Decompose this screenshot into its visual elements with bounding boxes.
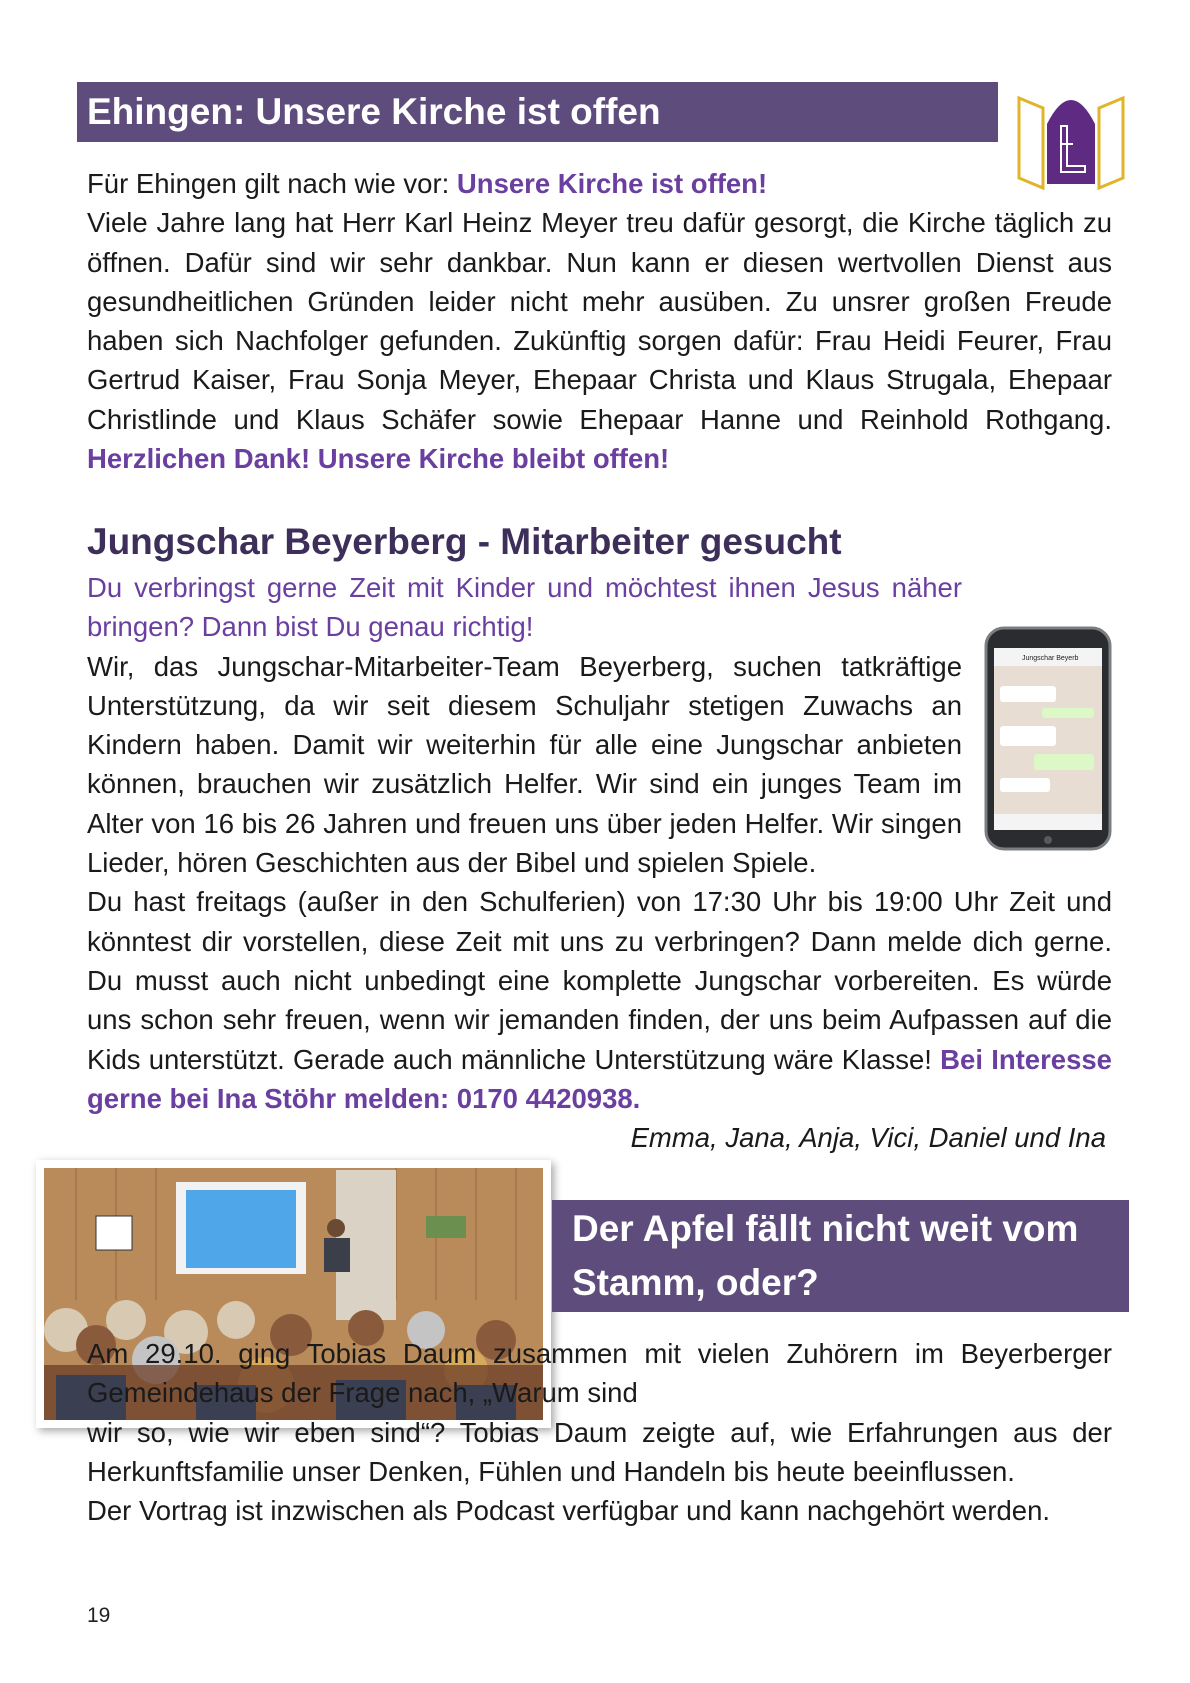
smartphone-image (984, 626, 1112, 851)
signature: Emma, Jana, Anja, Vici, Daniel und Ina (630, 1122, 1106, 1154)
section-ehingen-body (87, 164, 1112, 478)
paragraph-team: Wir, das Jungschar-Mitarbeiter-Team Beyerberg, suchen tatkräftige Unterstützung, da wir seit diesem Schuljahr stetigen Zuwachs an Kindern haben. Damit wir weiterhin für alle eine Jungschar anbieten können, brauchen wir zusätzlich Helfer. Wir sind ein junges Team im Alter von 16 bis 26 Jahren und freuen uns über jeden Helfer. Wir singen Lieder, hören Geschichten aus der Bibel und spielen Spiele. (87, 650, 962, 879)
section-title-apfel (552, 1200, 1129, 1310)
page-number: 19 (87, 1604, 111, 1627)
subtitle: Du verbringst gerne Zeit mit Kinder und möchtest ihnen Jesus näher bringen? Dann bist Du genau richtig! (87, 572, 962, 643)
title-line-1: Der Apfel fällt nicht weit vom (572, 1208, 1079, 1249)
main-paragraph: Viele Jahre lang hat Herr Karl Heinz Meyer treu dafür gesorgt, die Kirche täglich zu öffnen. Dafür sind wir sehr dankbar. Nun kann er diesen wertvollen Dienst aus gesundheitlichen Gründen leider nicht mehr ausüben. Zu unsrer großen Freude haben sich Nachfolger gefunden. Zukünftig sorgen dafür: Frau Heidi Feurer, Frau Gertrud Kaiser, Frau Sonja Meyer, Ehepaar Christa und Klaus Strugala, Ehepaar Christlinde und Klaus Schäfer sowie Ehepaar Hanne und Reinhold Rothgang. Herzlichen Dank! Unsere Kirche bleibt offen! (87, 207, 1112, 475)
paragraph-lecture-top: Am 29.10. ging Tobias Daum zusammen mit vielen Zuhörern im Beyerberger Gemeindehaus der Frage nach, „Warum sind (87, 1338, 1112, 1409)
contact-info: Bei Interesse gerne bei Ina Stöhr melden: 0170 4420938. (87, 1043, 1112, 1114)
section-jungschar-body (87, 568, 1112, 1157)
paragraph-invite: Du hast freitags (außer in den Schulferien) von 17:30 Uhr bis 19:00 Uhr Zeit und könntest dir vorstellen, diese Zeit mit uns zu verbringen? Dann melde dich gerne. Du musst auch nicht unbedingt eine komplette Jungschar vorbereiten. Es würde uns schon sehr freuen, wenn wir jemanden finden, der uns beim Aufpassen auf die Kids unterstützt. Gerade auch männliche Unterstützung wäre Klasse! Bei Interesse gerne bei Ina Stöhr melden: 0170 4420938. (87, 886, 1112, 1114)
closing-highlight: Herzlichen Dank! Unsere Kirche bleibt offen! (87, 443, 670, 475)
paragraph-podcast: Der Vortrag ist inzwischen als Podcast verfügbar und kann nachgehört werden. (87, 1495, 1051, 1527)
intro-paragraph: Für Ehingen gilt nach wie vor: Unsere Kirche ist offen! (87, 168, 768, 199)
paragraph-lecture-rest: wir so, wie wir eben sind“? Tobias Daum zeigte auf, wie Erfahrungen aus der Herkunftsfamilie unser Denken, Fühlen und Handeln bis heute beeinflussen. (87, 1416, 1112, 1487)
chat-title: Jungschar Beyerb (1022, 655, 1079, 662)
intro-highlight: Unsere Kirche ist offen! (456, 168, 768, 199)
title-line-2: Stamm, oder? (572, 1262, 819, 1303)
section-banner-apfel (552, 1200, 1129, 1312)
section-apfel-body (87, 1334, 1112, 1530)
section-title: Ehingen: Unsere Kirche ist offen (87, 91, 661, 132)
section-banner-ehingen (77, 82, 998, 142)
section-title-jungschar: Jungschar Beyerberg - Mitarbeiter gesucht (87, 521, 842, 562)
